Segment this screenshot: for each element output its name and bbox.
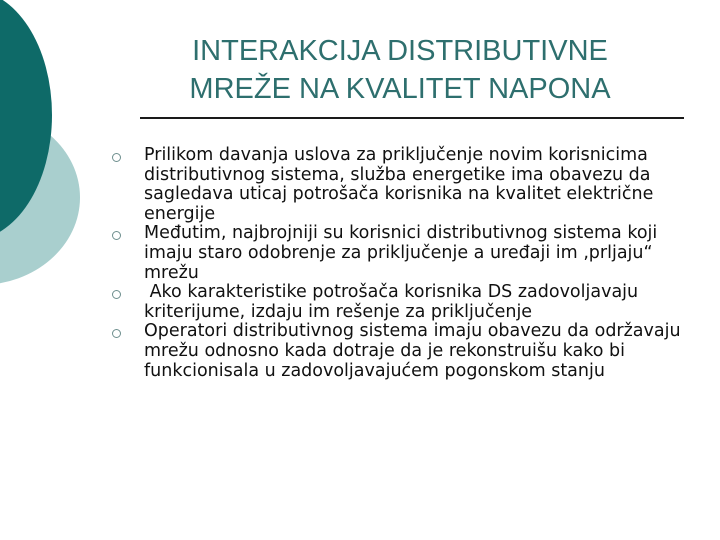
hollow-circle-bullet-icon <box>112 231 121 240</box>
slide-title <box>130 32 670 108</box>
bullet-list <box>112 146 692 381</box>
bullet-text: Ako karakteristike potrošača korisnika DS zadovoljavaju kriterijume, izdaju im rešenje za priključenje <box>144 282 644 322</box>
hollow-circle-bullet-icon <box>112 290 121 299</box>
title-underline-rule <box>140 117 684 119</box>
hollow-circle-bullet-icon <box>112 153 121 162</box>
bullet-text: Međutim, najbrojniji su korisnici distributivnog sistema koji imaju staro odobrenje za priključenje a uređaji im ‚prljaju“ mrežu <box>144 223 658 283</box>
slide-title-line-2: MREŽE NA KVALITET NAPONA <box>189 73 611 105</box>
bullet-text: Operatori distributivnog sistema imaju obavezu da održavaju mrežu odnosno kada dotraje da je rekonstruišu kako bi funkcionisala u zadovoljavajućem pogonskom stanju <box>144 321 681 381</box>
bullet-item <box>112 322 692 381</box>
hollow-circle-bullet-icon <box>112 329 121 338</box>
bullet-item <box>112 146 692 224</box>
bullet-item <box>112 224 692 283</box>
bullet-item <box>112 283 692 322</box>
bullet-text: Prilikom davanja uslova za priključenje novim korisnicima distributivnog sistema, služba energetike ima obavezu da sagledava uticaj potrošača korisnika na kvalitet električne energije <box>144 145 654 224</box>
slide-title-line-1: INTERAKCIJA DISTRIBUTIVNE <box>192 35 608 67</box>
